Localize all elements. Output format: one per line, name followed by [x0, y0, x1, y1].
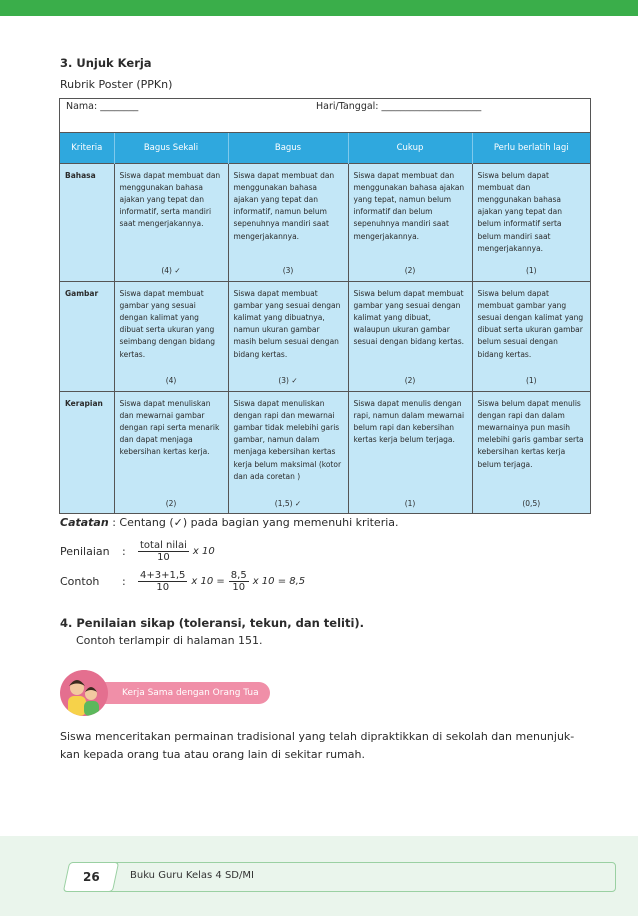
catatan-label: Catatan	[60, 516, 109, 529]
table-row	[60, 163, 590, 281]
top-color-bar	[0, 0, 638, 16]
score: (4)	[165, 376, 177, 386]
cell-text: Siswa belum dapat membuat dan menggunakan bahasa ajakan yang tepat dan belum informatif serta belum mandiri saat mengerjakannya.	[477, 170, 562, 253]
penilaian-colon: :	[122, 545, 126, 558]
score: (1,5) ✓	[274, 498, 302, 508]
score: (0,5)	[522, 498, 541, 508]
cell-text: Siswa belum dapat membuat gambar yang sesuai dengan kalimat yang dibuat serta ukuran gambar belum sesuai dengan bidang kertas.	[477, 288, 584, 359]
parent-collab-banner	[60, 670, 270, 716]
rubric-cell	[114, 281, 228, 391]
nama-label: Nama: ________	[66, 101, 139, 112]
cell-text: Siswa dapat menuliskan dengan rapi dan mewarnai gambar tidak melebihi garis gambar, namun dalam menjaga kebersihan kertas kerja belum maksimal (kotor dan ada coretan )	[233, 398, 342, 481]
contoh-mid: x 10 =	[191, 576, 225, 587]
rubric-cell	[228, 163, 348, 281]
cell-text: Siswa dapat menuliskan dan mewarnai gambar dengan rapi serta menarik dan dapat menjaga kebersihan kertas kerja.	[119, 398, 220, 457]
fraction-denominator: 10	[232, 582, 246, 593]
cell-text: Siswa dapat membuat dan menggunakan bahasa ajakan yang tepat, namun belum informatif dan belum sepenuhnya mandiri saat mengerjakannya.	[353, 170, 465, 241]
score: (1)	[525, 376, 537, 386]
header-cukup: Cukup	[348, 133, 472, 163]
cell-text: Siswa dapat membuat dan menggunakan bahasa ajakan yang tepat dan informatif, namun belum sepenuhnya mandiri saat mengerjakannya.	[233, 170, 335, 241]
score: (3) ✓	[278, 376, 298, 386]
rubric-cell	[348, 281, 472, 391]
fraction-numerator: 4+3+1,5	[140, 570, 186, 581]
cell-text: Siswa dapat menulis dengan rapi, namun dalam mewarnai belum rapi dan kebersihan kertas kerja belum terjaga.	[353, 398, 465, 445]
contoh-fraction-1	[138, 570, 187, 593]
banner-label: Kerja Sama dengan Orang Tua	[82, 682, 270, 704]
criterion-cell: Bahasa	[60, 163, 114, 281]
penilaian-tail: x 10	[192, 546, 215, 557]
catatan-text: : Centang (✓) pada bagian yang memenuhi kriteria.	[108, 516, 399, 529]
criterion-cell: Kerapian	[60, 391, 114, 513]
penilaian-label: Penilaian	[60, 545, 110, 558]
fraction-numerator: total nilai	[140, 540, 187, 551]
rubric-title: Rubrik Poster (PPKn)	[60, 78, 173, 91]
contoh-colon: :	[122, 575, 126, 588]
cell-text: Siswa belum dapat membuat gambar yang sesuai dengan kalimat yang dibuat, walaupun ukuran gambar sesuai dengan bidang kertas.	[353, 288, 465, 347]
section-4-title: 4. Penilaian sikap (toleransi, tekun, dan teliti).	[60, 616, 365, 630]
penilaian-fraction	[138, 540, 189, 563]
cell-text: Siswa dapat membuat gambar yang sesuai dengan kalimat yang dibuatnya, namun ukuran gambar masih belum sesuai dengan bidang kertas.	[233, 288, 341, 359]
score: (3)	[282, 266, 294, 276]
header-bagus: Bagus	[228, 133, 348, 163]
book-title: Buku Guru Kelas 4 SD/MI	[130, 870, 254, 881]
contoh-formula	[60, 570, 307, 593]
header-kriteria: Kriteria	[60, 133, 114, 163]
table-row	[60, 281, 590, 391]
rubric-table	[59, 98, 591, 514]
fraction-denominator: 10	[157, 552, 170, 563]
header-perlu-berlatih: Perlu berlatih lagi	[472, 133, 590, 163]
cell-text: Siswa dapat membuat gambar yang sesuai dengan kalimat yang dibuat serta ukuran yang seimbang dengan bidang kertas.	[119, 288, 216, 359]
section-3-title: 3. Unjuk Kerja	[60, 56, 152, 70]
catatan-note	[60, 516, 399, 529]
contoh-fraction-2	[229, 570, 249, 593]
page-number: 26	[82, 870, 100, 884]
tanggal-label: Hari/Tanggal: _____________________	[316, 101, 482, 112]
score: (2)	[404, 376, 416, 386]
rubric-cell	[472, 391, 590, 513]
rubric-cell	[228, 281, 348, 391]
header-row	[60, 133, 590, 163]
rubric-cell	[228, 391, 348, 513]
rubric-cell	[348, 163, 472, 281]
contoh-label: Contoh	[60, 575, 100, 588]
score: (1)	[404, 498, 416, 508]
fraction-denominator: 10	[156, 582, 170, 593]
criterion-cell: Gambar	[60, 281, 114, 391]
rubric-cell	[472, 163, 590, 281]
rubric-cell	[114, 163, 228, 281]
cell-text: Siswa dapat membuat dan menggunakan bahasa ajakan yang tepat dan informatif, serta mandiri saat mengerjakannya.	[119, 170, 221, 229]
header-bagus-sekali: Bagus Sekali	[114, 133, 228, 163]
cell-text: Siswa belum dapat menulis dengan rapi dan dalam mewarnainya pun masih melebihi garis gambar serta kebersihan kertas kerja belum terjaga.	[477, 398, 584, 469]
fraction-numerator: 8,5	[230, 570, 247, 581]
score: (4) ✓	[161, 266, 181, 276]
rubric-cell	[114, 391, 228, 513]
score: (1)	[525, 266, 537, 276]
score: (2)	[404, 266, 416, 276]
name-date-row	[60, 99, 590, 133]
score: (2)	[165, 498, 177, 508]
rubric-cell	[472, 281, 590, 391]
section-4-subtitle: Contoh terlampir di halaman 151.	[76, 634, 263, 647]
parent-child-icon	[60, 670, 108, 716]
table-row	[60, 391, 590, 513]
rubric-cell	[348, 391, 472, 513]
contoh-tail: x 10 = 8,5	[252, 576, 306, 587]
penilaian-formula	[60, 540, 217, 563]
page-number-badge	[63, 862, 119, 892]
closing-paragraph: Siswa menceritakan permainan tradisional yang telah dipraktikkan di sekolah dan menunjuk-kan kepada orang tua atau orang lain di sekitar rumah.	[60, 730, 575, 761]
